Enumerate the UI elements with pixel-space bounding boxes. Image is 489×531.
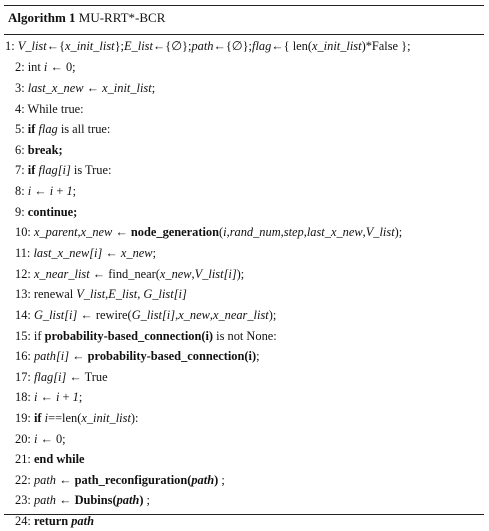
algorithm-caption bbox=[8, 9, 165, 27]
code-token: }; bbox=[114, 39, 124, 53]
code-token: i bbox=[33, 390, 38, 404]
algorithm-title: MU-RRT*-BCR bbox=[78, 10, 166, 25]
code-token: , bbox=[175, 308, 179, 322]
line-number: 4: While true: bbox=[15, 102, 84, 116]
code-token: 1 bbox=[72, 390, 79, 404]
line-number: 12: bbox=[15, 267, 34, 281]
code-token: x_new bbox=[120, 246, 153, 260]
code-token: V_list bbox=[365, 225, 395, 239]
algorithm-line bbox=[15, 99, 84, 119]
code-token: G_list[i] bbox=[33, 308, 78, 322]
line-number: 24: bbox=[15, 514, 34, 528]
algorithm-line bbox=[15, 160, 111, 180]
code-token: x_init_list bbox=[311, 39, 362, 53]
code-token: i bbox=[55, 390, 60, 404]
code-token: , bbox=[105, 287, 109, 301]
algorithm-line bbox=[15, 222, 402, 242]
code-token: is not None: bbox=[213, 329, 277, 343]
code-token: x_near_list bbox=[212, 308, 269, 322]
algorithm-line bbox=[15, 119, 110, 139]
code-token: flag[i] bbox=[38, 163, 71, 177]
line-number: 11: bbox=[15, 246, 34, 260]
code-token: i bbox=[33, 432, 38, 446]
code-token: last_x_new[i] bbox=[33, 246, 103, 260]
code-token: ← rewire( bbox=[77, 308, 132, 322]
code-token: ← bbox=[55, 473, 75, 487]
code-token: , bbox=[226, 225, 230, 239]
code-token: last_x_new bbox=[27, 81, 84, 95]
code-token: ← True bbox=[66, 370, 108, 384]
code-token: ; bbox=[151, 81, 156, 95]
code-token: 1 bbox=[66, 184, 73, 198]
code-token: path bbox=[33, 473, 56, 487]
algorithm-line bbox=[15, 57, 76, 77]
code-token: path bbox=[191, 39, 214, 53]
algorithm-line bbox=[15, 202, 77, 222]
code-token: , bbox=[209, 308, 213, 322]
code-token: ): bbox=[130, 411, 139, 425]
algorithm-line bbox=[15, 346, 260, 366]
code-token: ← bbox=[112, 225, 131, 239]
code-token: , bbox=[191, 267, 195, 281]
line-number: 18: bbox=[15, 390, 34, 404]
code-token: continue; bbox=[27, 205, 78, 219]
algorithm-line bbox=[15, 284, 187, 304]
line-number: 13: renewal bbox=[15, 287, 77, 301]
code-token: x_near_list bbox=[33, 267, 90, 281]
line-number: 9: bbox=[15, 205, 28, 219]
code-token: ← find_near( bbox=[89, 267, 160, 281]
code-token: path_reconfiguration( bbox=[74, 473, 192, 487]
algorithm-line bbox=[15, 78, 155, 98]
code-token: G_list[i] bbox=[143, 287, 187, 301]
code-token: + bbox=[53, 184, 67, 198]
code-token: break; bbox=[27, 143, 63, 157]
code-token: E_list bbox=[123, 39, 153, 53]
code-token: + bbox=[59, 390, 73, 404]
line-number: 1: bbox=[5, 39, 18, 53]
code-token: ← 0; bbox=[47, 60, 76, 74]
top-rule bbox=[4, 5, 484, 6]
code-token: last_x_new bbox=[306, 225, 363, 239]
code-token: ); bbox=[236, 267, 245, 281]
code-token: flag bbox=[38, 122, 58, 136]
line-number: 22: bbox=[15, 473, 34, 487]
code-token: probability-based_connection(i) bbox=[44, 329, 214, 343]
code-token: ; bbox=[218, 473, 225, 487]
code-token: )*False }; bbox=[361, 39, 411, 53]
algorithm-line bbox=[15, 367, 108, 387]
code-token: , bbox=[303, 225, 307, 239]
code-token: ; bbox=[152, 246, 157, 260]
code-token: return bbox=[33, 514, 69, 528]
algorithm-line bbox=[5, 36, 411, 56]
code-token: path bbox=[33, 493, 56, 507]
code-token: ; bbox=[143, 493, 150, 507]
caption-rule bbox=[4, 34, 484, 35]
code-token: , bbox=[137, 287, 144, 301]
code-token: ) bbox=[214, 473, 219, 487]
line-number: 21: bbox=[15, 452, 34, 466]
code-token: rand_num bbox=[229, 225, 281, 239]
algorithm-line bbox=[15, 305, 276, 325]
line-number: 10: bbox=[15, 225, 34, 239]
line-number: 7: bbox=[15, 163, 28, 177]
algorithm-line bbox=[15, 181, 76, 201]
code-token: probability-based_connection(i) bbox=[87, 349, 257, 363]
algorithm-line bbox=[15, 140, 63, 160]
algorithm-line bbox=[15, 264, 244, 284]
line-number: 16: bbox=[15, 349, 34, 363]
code-token: node_generation bbox=[130, 225, 219, 239]
code-token: i bbox=[223, 225, 227, 239]
code-token: is True: bbox=[70, 163, 112, 177]
code-token: x_new bbox=[178, 308, 210, 322]
code-token: step bbox=[283, 225, 304, 239]
code-token: ←{ len( bbox=[271, 39, 312, 53]
line-number: 17: bbox=[15, 370, 34, 384]
code-token: ← bbox=[55, 493, 75, 507]
code-token: path[i] bbox=[33, 349, 70, 363]
code-token: ← bbox=[83, 81, 103, 95]
code-token: ←{∅}; bbox=[213, 39, 252, 53]
algorithm-line bbox=[15, 387, 82, 407]
code-token: ← bbox=[102, 246, 121, 260]
code-token: , bbox=[280, 225, 284, 239]
code-token: flag[i] bbox=[33, 370, 67, 384]
algorithm-line bbox=[15, 429, 66, 449]
code-token: Dubins( bbox=[74, 493, 117, 507]
algorithm-line bbox=[15, 449, 85, 469]
algorithm-line bbox=[15, 470, 225, 490]
code-token: x_init_list bbox=[81, 411, 131, 425]
code-token: ); bbox=[268, 308, 277, 322]
code-token: ← 0; bbox=[37, 432, 66, 446]
code-token: ; bbox=[256, 349, 260, 363]
line-number: 20: bbox=[15, 432, 34, 446]
algorithm-label: Algorithm 1 bbox=[8, 10, 76, 25]
code-token: x_init_list bbox=[65, 39, 115, 53]
code-token: i bbox=[27, 184, 32, 198]
code-token: is all true: bbox=[57, 122, 111, 136]
code-token: E_list bbox=[108, 287, 138, 301]
code-token: ; bbox=[72, 184, 77, 198]
code-token: ( bbox=[219, 225, 224, 239]
code-token: flag bbox=[252, 39, 272, 53]
code-token: x_new bbox=[80, 225, 113, 239]
code-token: if bbox=[33, 411, 42, 425]
algorithm-line bbox=[15, 243, 156, 263]
algorithm-line bbox=[15, 326, 277, 346]
code-token: V_list[i] bbox=[194, 267, 237, 281]
code-token: path bbox=[71, 514, 94, 528]
line-number: 5: bbox=[15, 122, 28, 136]
code-token: G_list[i] bbox=[131, 308, 176, 322]
line-number: 8: bbox=[15, 184, 28, 198]
code-token: i bbox=[49, 184, 54, 198]
code-token: end while bbox=[33, 452, 85, 466]
code-token: V_list bbox=[17, 39, 47, 53]
code-token: ) bbox=[139, 493, 144, 507]
line-number: 3: bbox=[15, 81, 28, 95]
code-token: V_list bbox=[76, 287, 106, 301]
code-token: ← bbox=[69, 349, 88, 363]
line-number: 6: bbox=[15, 143, 28, 157]
code-token: if bbox=[27, 122, 36, 136]
code-token: , bbox=[362, 225, 366, 239]
line-number: 14: bbox=[15, 308, 34, 322]
code-token: ; bbox=[78, 390, 83, 404]
code-token: , bbox=[77, 225, 81, 239]
algorithm-line bbox=[15, 490, 150, 510]
code-token: path bbox=[116, 493, 140, 507]
code-token: ←{∅}; bbox=[152, 39, 192, 53]
bottom-rule bbox=[4, 514, 484, 515]
code-token: ←{ bbox=[46, 39, 66, 53]
code-token: i bbox=[44, 411, 49, 425]
code-token: i bbox=[43, 60, 48, 74]
code-token: x_init_list bbox=[102, 81, 152, 95]
line-number: 2: int bbox=[15, 60, 44, 74]
line-number: 19: bbox=[15, 411, 34, 425]
line-number: 15: if bbox=[15, 329, 45, 343]
code-token: ← bbox=[31, 184, 50, 198]
code-token: ← bbox=[37, 390, 56, 404]
line-number: 23: bbox=[15, 493, 34, 507]
code-token: ); bbox=[394, 225, 403, 239]
code-token: ==len( bbox=[48, 411, 82, 425]
code-token: if bbox=[27, 163, 36, 177]
code-token: path bbox=[191, 473, 215, 487]
code-token: x_new bbox=[159, 267, 192, 281]
algorithm-line bbox=[15, 408, 138, 428]
code-token: x_parent bbox=[33, 225, 78, 239]
